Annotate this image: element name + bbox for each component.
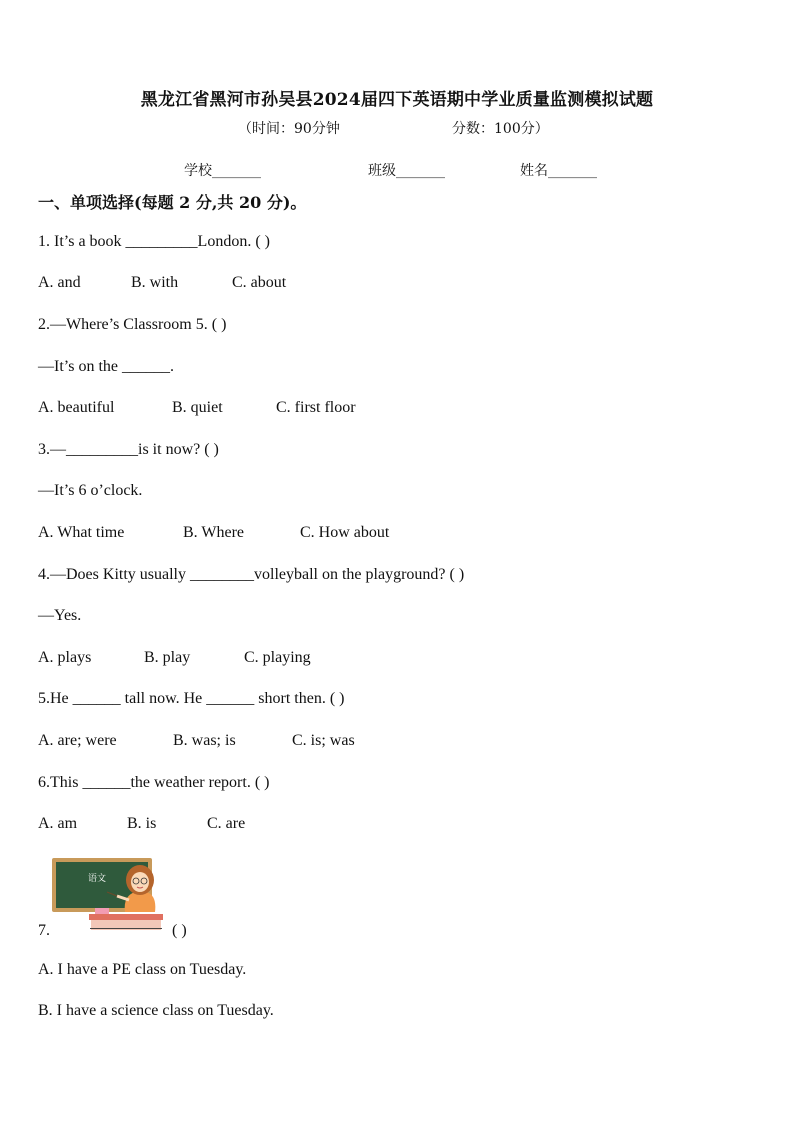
name-field: 姓名_______ bbox=[520, 163, 597, 179]
question-6-stem: 6.This ______the weather report. ( ) bbox=[38, 774, 270, 791]
question-1-options bbox=[38, 274, 286, 292]
option-a: A. beautiful bbox=[38, 399, 115, 416]
question-5-stem: 5.He ______ tall now. He ______ short then. ( ) bbox=[38, 690, 345, 707]
option-b: B. quiet bbox=[172, 399, 223, 416]
teacher-chalkboard-illustration bbox=[51, 856, 165, 932]
question-7-number: 7. bbox=[38, 922, 50, 939]
option-c: C. are bbox=[207, 815, 246, 832]
question-3-stem: 3.—_________is it now? ( ) bbox=[38, 441, 219, 458]
option-c: C. about bbox=[232, 274, 287, 291]
question-4-stem: 4.—Does Kitty usually ________volleyball on the playground? ( ) bbox=[38, 566, 465, 583]
option-a: A. and bbox=[38, 274, 81, 291]
option-b: B. Where bbox=[183, 524, 245, 541]
question-6-options bbox=[38, 815, 245, 833]
section-heading: 一、单项选择(每题 2 分,共 20 分)。 bbox=[38, 193, 307, 212]
question-3-options bbox=[38, 524, 389, 542]
question-2-options bbox=[38, 399, 356, 417]
question-5-options bbox=[38, 732, 355, 750]
option-c: C. playing bbox=[244, 649, 311, 666]
option-b: B. is bbox=[127, 815, 157, 832]
option-b: B. play bbox=[144, 649, 191, 666]
option-b: B. was; is bbox=[173, 732, 236, 749]
answer-underline bbox=[90, 928, 162, 929]
question-2-line: —It’s on the ______. bbox=[38, 358, 174, 375]
school-field: 学校_______ bbox=[184, 163, 261, 179]
option-c: C. first floor bbox=[276, 399, 356, 416]
page-title: 黑龙江省黑河市孙吴县2024届四下英语期中学业质量监测模拟试题 bbox=[140, 90, 654, 110]
question-7-option-b: B. I have a science class on Tuesday. bbox=[38, 1002, 274, 1019]
exam-score: 分数：100分） bbox=[452, 121, 549, 137]
option-a: A. What time bbox=[38, 524, 125, 541]
option-a: A. am bbox=[38, 815, 78, 832]
class-field: 班级_______ bbox=[368, 163, 445, 179]
question-1-stem: 1. It’s a book _________London. ( ) bbox=[38, 233, 270, 250]
option-a: A. are; were bbox=[38, 732, 117, 749]
option-c: C. is; was bbox=[292, 732, 355, 749]
option-b: B. with bbox=[131, 274, 179, 291]
question-4-options bbox=[38, 649, 311, 667]
board-label: 语文 bbox=[88, 874, 107, 884]
exam-time: （时间：90分钟 bbox=[238, 121, 340, 137]
question-4-line: —Yes. bbox=[38, 607, 82, 624]
question-2-stem: 2.—Where’s Classroom 5. ( ) bbox=[38, 316, 227, 333]
option-c: C. How about bbox=[300, 524, 390, 541]
question-7-blank: ( ) bbox=[172, 922, 187, 939]
option-a: A. plays bbox=[38, 649, 92, 666]
question-7-option-a: A. I have a PE class on Tuesday. bbox=[38, 961, 247, 978]
question-3-line: —It’s 6 o’clock. bbox=[38, 482, 143, 499]
